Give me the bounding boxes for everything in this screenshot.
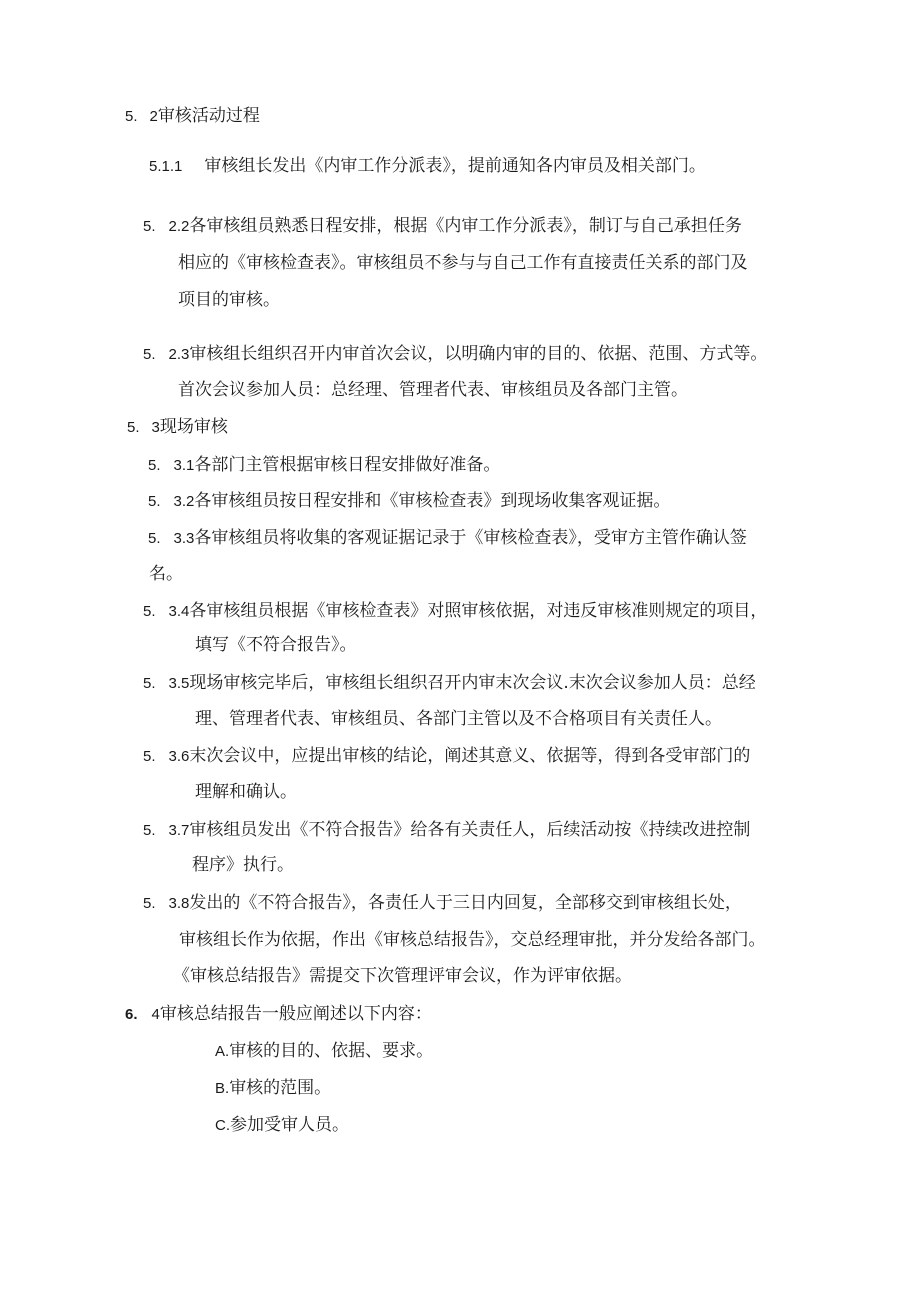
clause-text: 填写《不符合报告》。 [195,635,357,655]
clause-text: 审核组员发出《不符合报告》给各有关责任人，后续活动按《持续改进控制 [189,820,751,840]
clause-continuation [178,380,688,400]
clause-5-3-5 [143,673,756,694]
clause-number: 5. [148,493,161,510]
clause-5-1-1 [149,156,706,177]
clause-text: 各审核组员将收集的客观证据记录于《审核检查表》，受审方主管作确认签 [194,528,747,548]
list-marker: C. [215,1117,230,1134]
clause-subnumber: 3.2 [173,493,195,510]
list-item-text: 审核的范围。 [229,1078,332,1098]
clause-continuation [149,564,183,584]
section-subnumber: 4 [151,1006,160,1023]
list-item-text: 参加受审人员。 [230,1115,349,1135]
section-title: 审核活动过程 [157,106,260,126]
section-subnumber: 2 [149,108,158,125]
clause-subnumber: 3.8 [168,895,190,912]
section-heading-5-2 [125,106,260,127]
clause-text: 《审核总结报告》需提交下次管理评审会议，作为评审依据。 [173,966,632,986]
clause-text: 审核组长作为依据，作出《审核总结报告》，交总经理审批，并分发给各部门。 [179,930,766,950]
section-heading-6-4 [125,1004,432,1025]
clause-number: 5. [143,822,156,839]
clause-continuation [195,782,297,802]
list-marker: B. [215,1080,230,1097]
clause-subnumber: 3.5 [168,675,190,692]
clause-subnumber: 2.3 [168,346,190,363]
clause-5-2-3 [143,344,767,365]
clause-continuation [178,290,280,310]
section-subnumber: 3 [151,419,160,436]
list-marker: A. [215,1043,230,1060]
clause-continuation [173,966,632,986]
clause-text: 各部门主管根据审核日程安排做好准备。 [194,455,501,475]
clause-number: 5. [143,748,156,765]
clause-continuation [178,253,748,273]
clause-number: 5. [148,530,161,547]
clause-text: 理解和确认。 [195,782,297,802]
clause-text: 各审核组员根据《审核检查表》对照审核依据，对违反审核准则规定的项目， [189,601,768,621]
clause-subnumber: 3.3 [173,530,195,547]
list-item-text: 审核的目的、依据、要求。 [229,1041,434,1061]
clause-continuation [192,855,294,875]
clause-5-3-8 [143,893,742,914]
clause-5-2-2 [143,216,742,237]
clause-number: 5. [143,675,156,692]
section-heading-5-3 [127,417,228,438]
clause-number: 5.1.1 [149,158,183,175]
clause-5-3-4 [143,601,767,622]
clause-5-3-1 [148,455,500,476]
clause-text: 审核组长发出《内审工作分派表》，提前通知各内审员及相关部门。 [204,156,706,176]
clause-number: 5. [143,603,156,620]
clause-continuation [195,709,722,729]
clause-continuation [195,635,357,655]
clause-5-3-7 [143,820,750,841]
clause-5-3-3 [148,528,747,549]
clause-number: 5. [143,218,156,235]
clause-number: 5. [143,346,156,363]
clause-text: 理、管理者代表、审核组员、各部门主管以及不合格项目有关责任人。 [195,709,722,729]
clause-text: 名。 [149,564,183,584]
clause-5-3-6 [143,746,750,767]
clause-text: 各审核组员按日程安排和《审核检查表》到现场收集客观证据。 [194,491,671,511]
section-number: 5. [127,419,140,436]
list-item-a [215,1041,433,1062]
clause-text: 各审核组员熟悉日程安排，根据《内审工作分派表》，制订与自己承担任务 [189,216,742,236]
clause-text: 发出的《不符合报告》，各责任人于三日内回复，全部移交到审核组长处， [189,893,742,913]
clause-text: 程序》执行。 [192,855,294,875]
clause-text: 首次会议参加人员：总经理、管理者代表、审核组员及各部门主管。 [178,380,688,400]
clause-continuation [179,930,766,950]
clause-subnumber: 3.6 [168,748,190,765]
section-title: 现场审核 [159,417,228,437]
clause-text: 末次会议中，应提出审核的结论，阐述其意义、依据等，得到各受审部门的 [189,746,751,766]
clause-subnumber: 2.2 [168,218,190,235]
clause-number: 5. [143,895,156,912]
list-item-b [215,1078,331,1099]
clause-5-3-2 [148,491,670,512]
clause-text: 项目的审核。 [178,290,280,310]
section-number: 5. [125,108,138,125]
list-item-c [215,1115,349,1136]
section-title: 审核总结报告一般应阐述以下内容： [159,1004,432,1024]
clause-subnumber: 3.4 [168,603,190,620]
clause-subnumber: 3.7 [168,822,190,839]
section-number: 6. [125,1006,138,1023]
clause-text: 现场审核完毕后，审核组长组织召开内审末次会议.末次会议参加人员：总经 [189,673,756,693]
clause-number: 5. [148,457,161,474]
clause-subnumber: 3.1 [173,457,195,474]
clause-text: 审核组长组织召开内审首次会议，以明确内审的目的、依据、范围、方式等。 [189,344,768,364]
clause-text: 相应的《审核检查表》。审核组员不参与与自己工作有直接责任关系的部门及 [178,253,748,273]
